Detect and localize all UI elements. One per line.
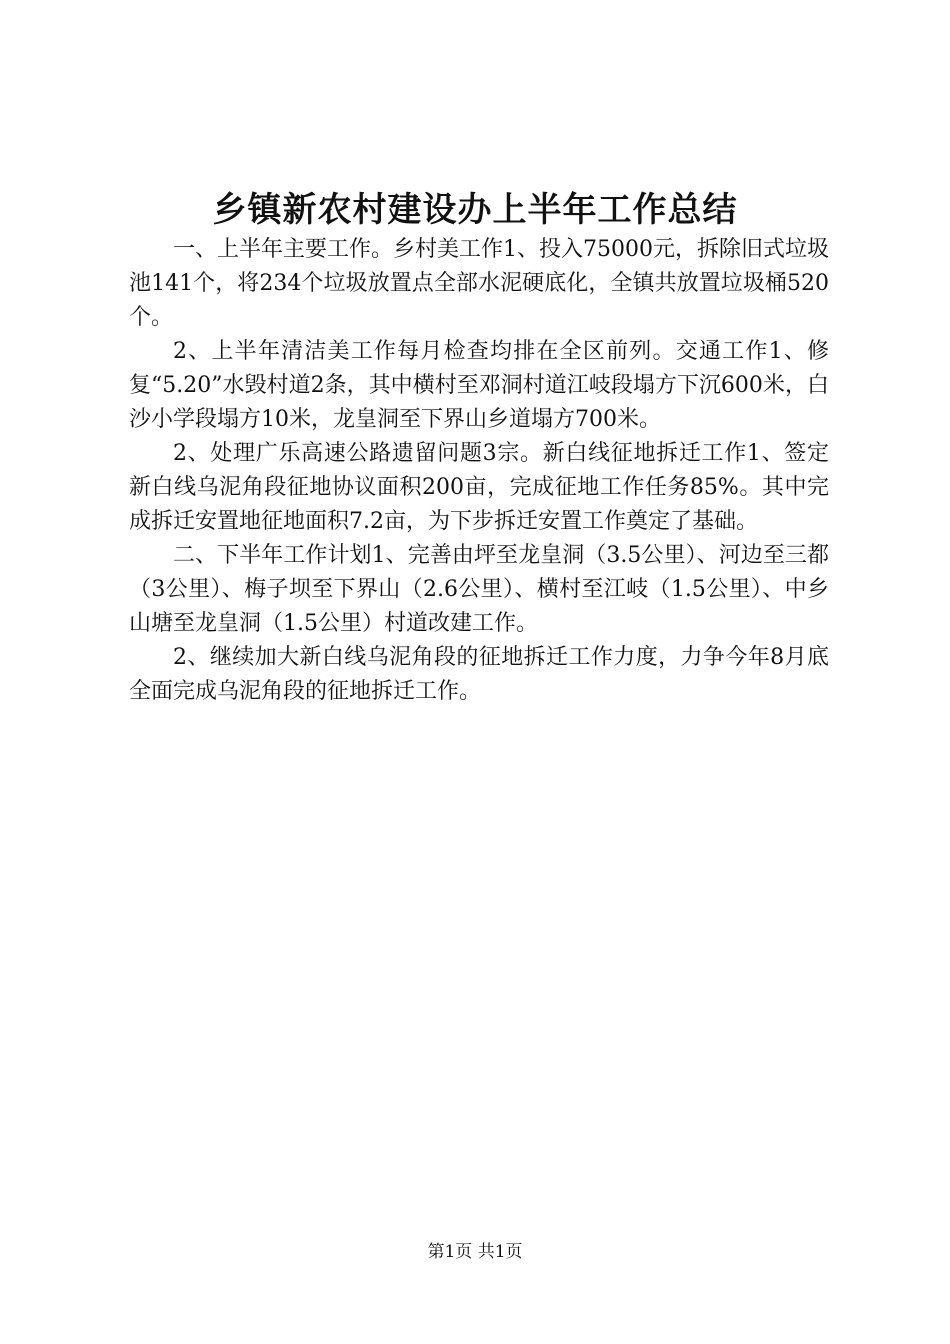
paragraph-5: 2、继续加大新白线乌泥角段的征地拆迁工作力度，力争今年8月底全面完成乌泥角段的征地拆迁工作。 xyxy=(129,645,829,704)
paragraph-1: 一、上半年主要工作。乡村美工作1、投入75000元，拆除旧式垃圾池141个，将234个垃圾放置点全部水泥硬底化，全镇共放置垃圾桶520个。 xyxy=(129,237,829,330)
page-footer: 第1页 共1页 xyxy=(427,1242,523,1262)
paragraph-2: 2、上半年清洁美工作每月检查均排在全区前列。交通工作1、修复“5.20”水毁村道2条，其中横村至邓洞村道江岐段塌方下沉600米，白沙小学段塌方10米，龙皇洞至下界山乡道塌方700米。 xyxy=(129,339,829,432)
document-body xyxy=(129,233,829,709)
document-title: 乡镇新农村建设办上半年工作总结 xyxy=(212,190,738,230)
paragraph-3: 2、处理广乐高速公路遗留问题3宗。新白线征地拆迁工作1、签定新白线乌泥角段征地协议面积200亩，完成征地工作任务85%。其中完成拆迁安置地征地面积7.2亩，为下步拆迁安置工作奠定了基础。 xyxy=(129,441,829,534)
paragraph-4: 二、下半年工作计划1、完善由坪至龙皇洞（3.5公里）、河边至三都（3公里）、梅子坝至下界山（2.6公里）、横村至江岐（1.5公里）、中乡山塘至龙皇洞（1.5公里）村道改建工作。 xyxy=(129,543,829,636)
